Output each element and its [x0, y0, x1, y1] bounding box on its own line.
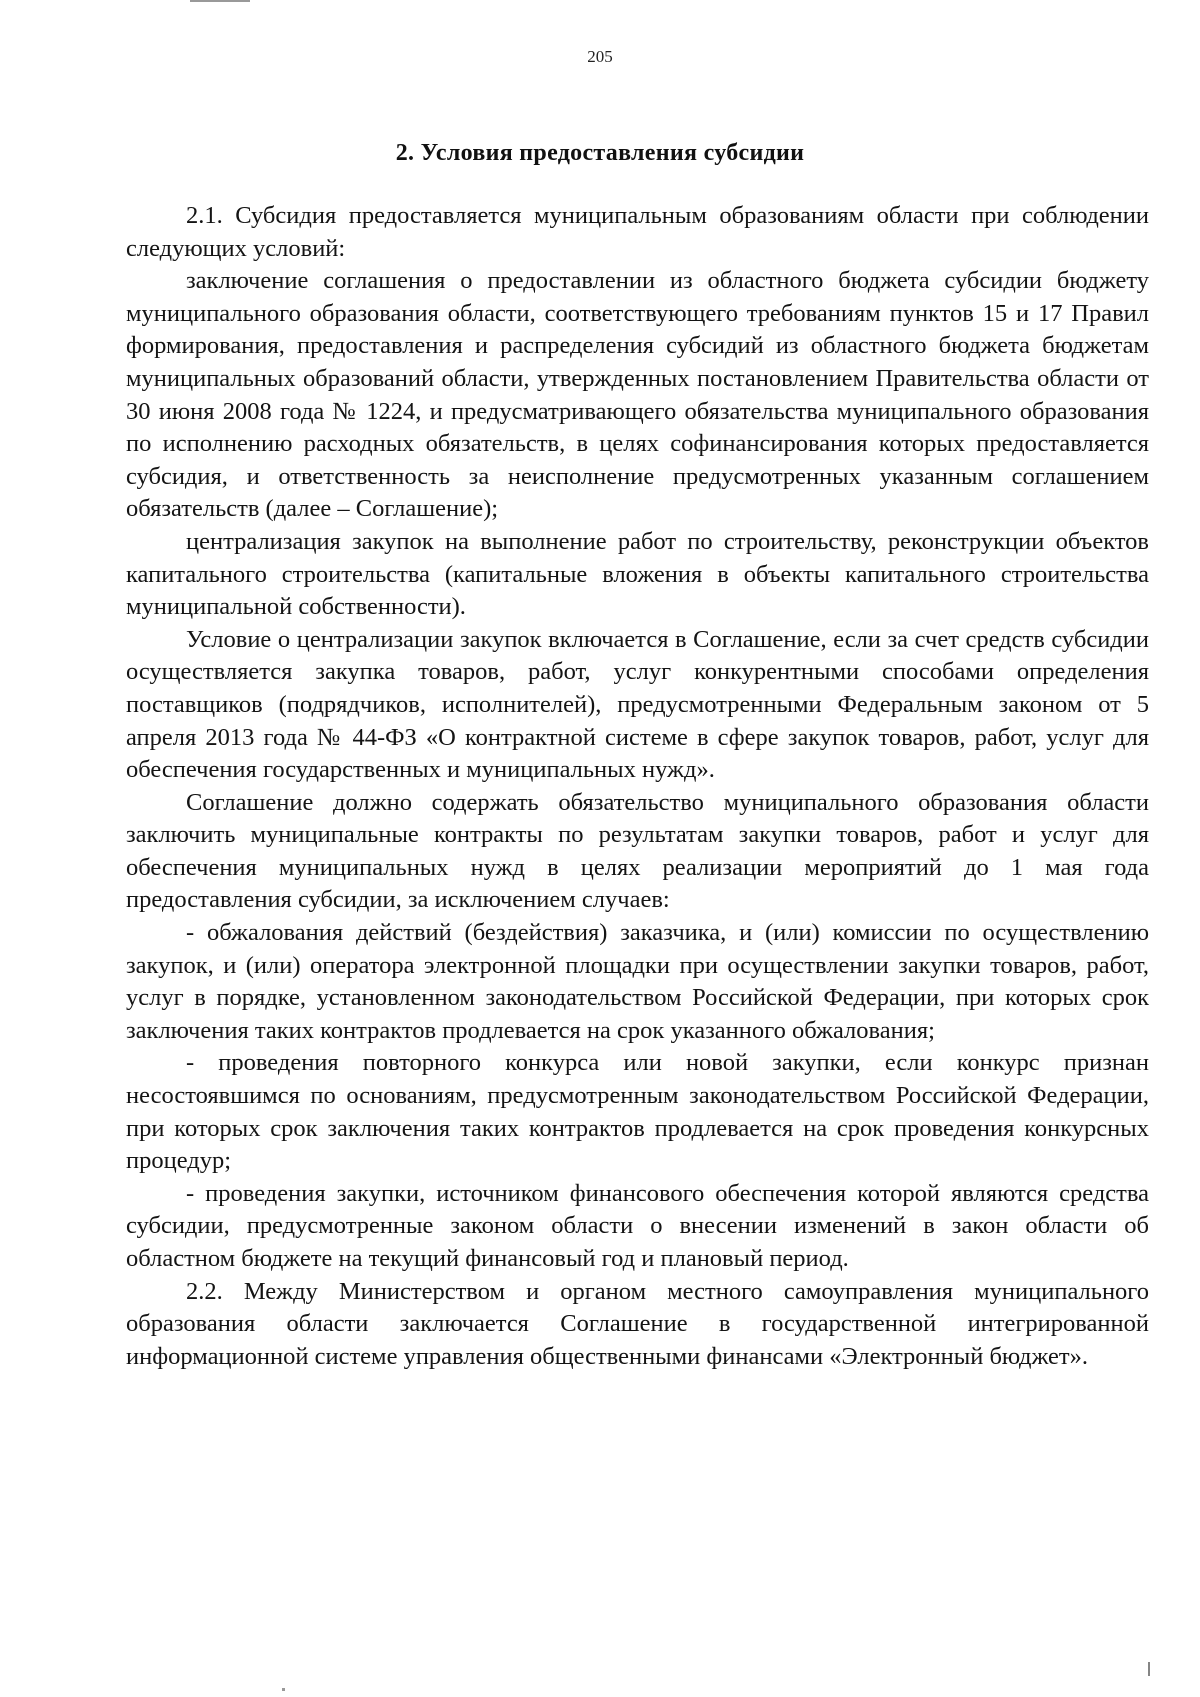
paragraph-contract-obligation: Соглашение должно содержать обязательство муниципального образования области заключить муниципальные контракты по результатам закупки товаров, работ и услуг для обеспечения муниципальных нужд в целях реализации мероприятий до 1 мая года предоставления субсидии, за исключением случаев:: [126, 788, 1149, 914]
list-item-appeal: - обжалования действий (бездействия) заказчика, и (или) комиссии по осуществлению закупок, и (или) оператора электронной площадки при осуществлении закупки товаров, работ, услуг в порядке, установленном законодательством Российской Федерации, при которых срок заключения таких контрактов продлевается на срок указанного обжалования;: [126, 919, 1149, 1044]
paragraph-2-2: 2.2. Между Министерством и органом местного самоуправления муниципального образования области заключается Соглашение в государственной интегрированной информационной системе управления общественными финансами «Электронный бюджет».: [126, 1277, 1149, 1370]
paragraph-centralization-rule: Условие о централизации закупок включается в Соглашение, если за счет средств субсидии осуществляется закупка товаров, работ, услуг конкурентными способами определения поставщиков (подрядчиков, исполнителей), предусмотренными Федеральным законом от 5 апреля 2013 года № 44-ФЗ «О контрактной системе в сфере закупок товаров, работ, услуг для обеспечения государственных и муниципальных нужд».: [126, 625, 1149, 784]
list-item-repeat-tender: - проведения повторного конкурса или новой закупки, если конкурс признан несостоявшимся по основаниям, предусмотренным законодательством Российской Федерации, при которых срок заключения таких контрактов продлевается на срок проведения конкурсных процедур;: [126, 1049, 1149, 1175]
list-item-budget-amendment: - проведения закупки, источником финансового обеспечения которой являются средства субсидии, предусмотренные законом области о внесении изменений в закон области об областном бюджете на текущий финансовый год и плановый период.: [126, 1179, 1149, 1272]
scan-artifact-right: [1148, 1662, 1150, 1676]
paragraph-condition-agreement: заключение соглашения о предоставлении из областного бюджета субсидии бюджету муниципального образования области, соответствующего требованиям пунктов 15 и 17 Правил формирования, предоставления и распределения субсидий из областного бюджета бюджетам муниципальных образований области, утвержденных постановлением Правительства области от 30 июня 2008 года № 1224, и предусматривающего обязательства муниципального образования по исполнению расходных обязательств, в целях софинансирования которых предоставляется субсидия, и ответственность за неисполнение предусмотренных указанным соглашением обязательств (далее – Соглашение);: [126, 267, 1149, 523]
scan-artifact-top: [190, 0, 250, 2]
scan-artifact-bottom: [282, 1688, 285, 1691]
paragraph-2-1: 2.1. Субсидия предоставляется муниципальным образованиям области при соблюдении следующих условий:: [126, 202, 1149, 262]
paragraph-condition-centralization: централизация закупок на выполнение работ по строительству, реконструкции объектов капитального строительства (капитальные вложения в объекты капитального строительства муниципальной собственности).: [126, 527, 1149, 621]
section-title: 2. Условия предоставления субсидии: [395, 140, 805, 166]
page-number: 205: [587, 47, 613, 66]
document-body: [126, 200, 1149, 1373]
